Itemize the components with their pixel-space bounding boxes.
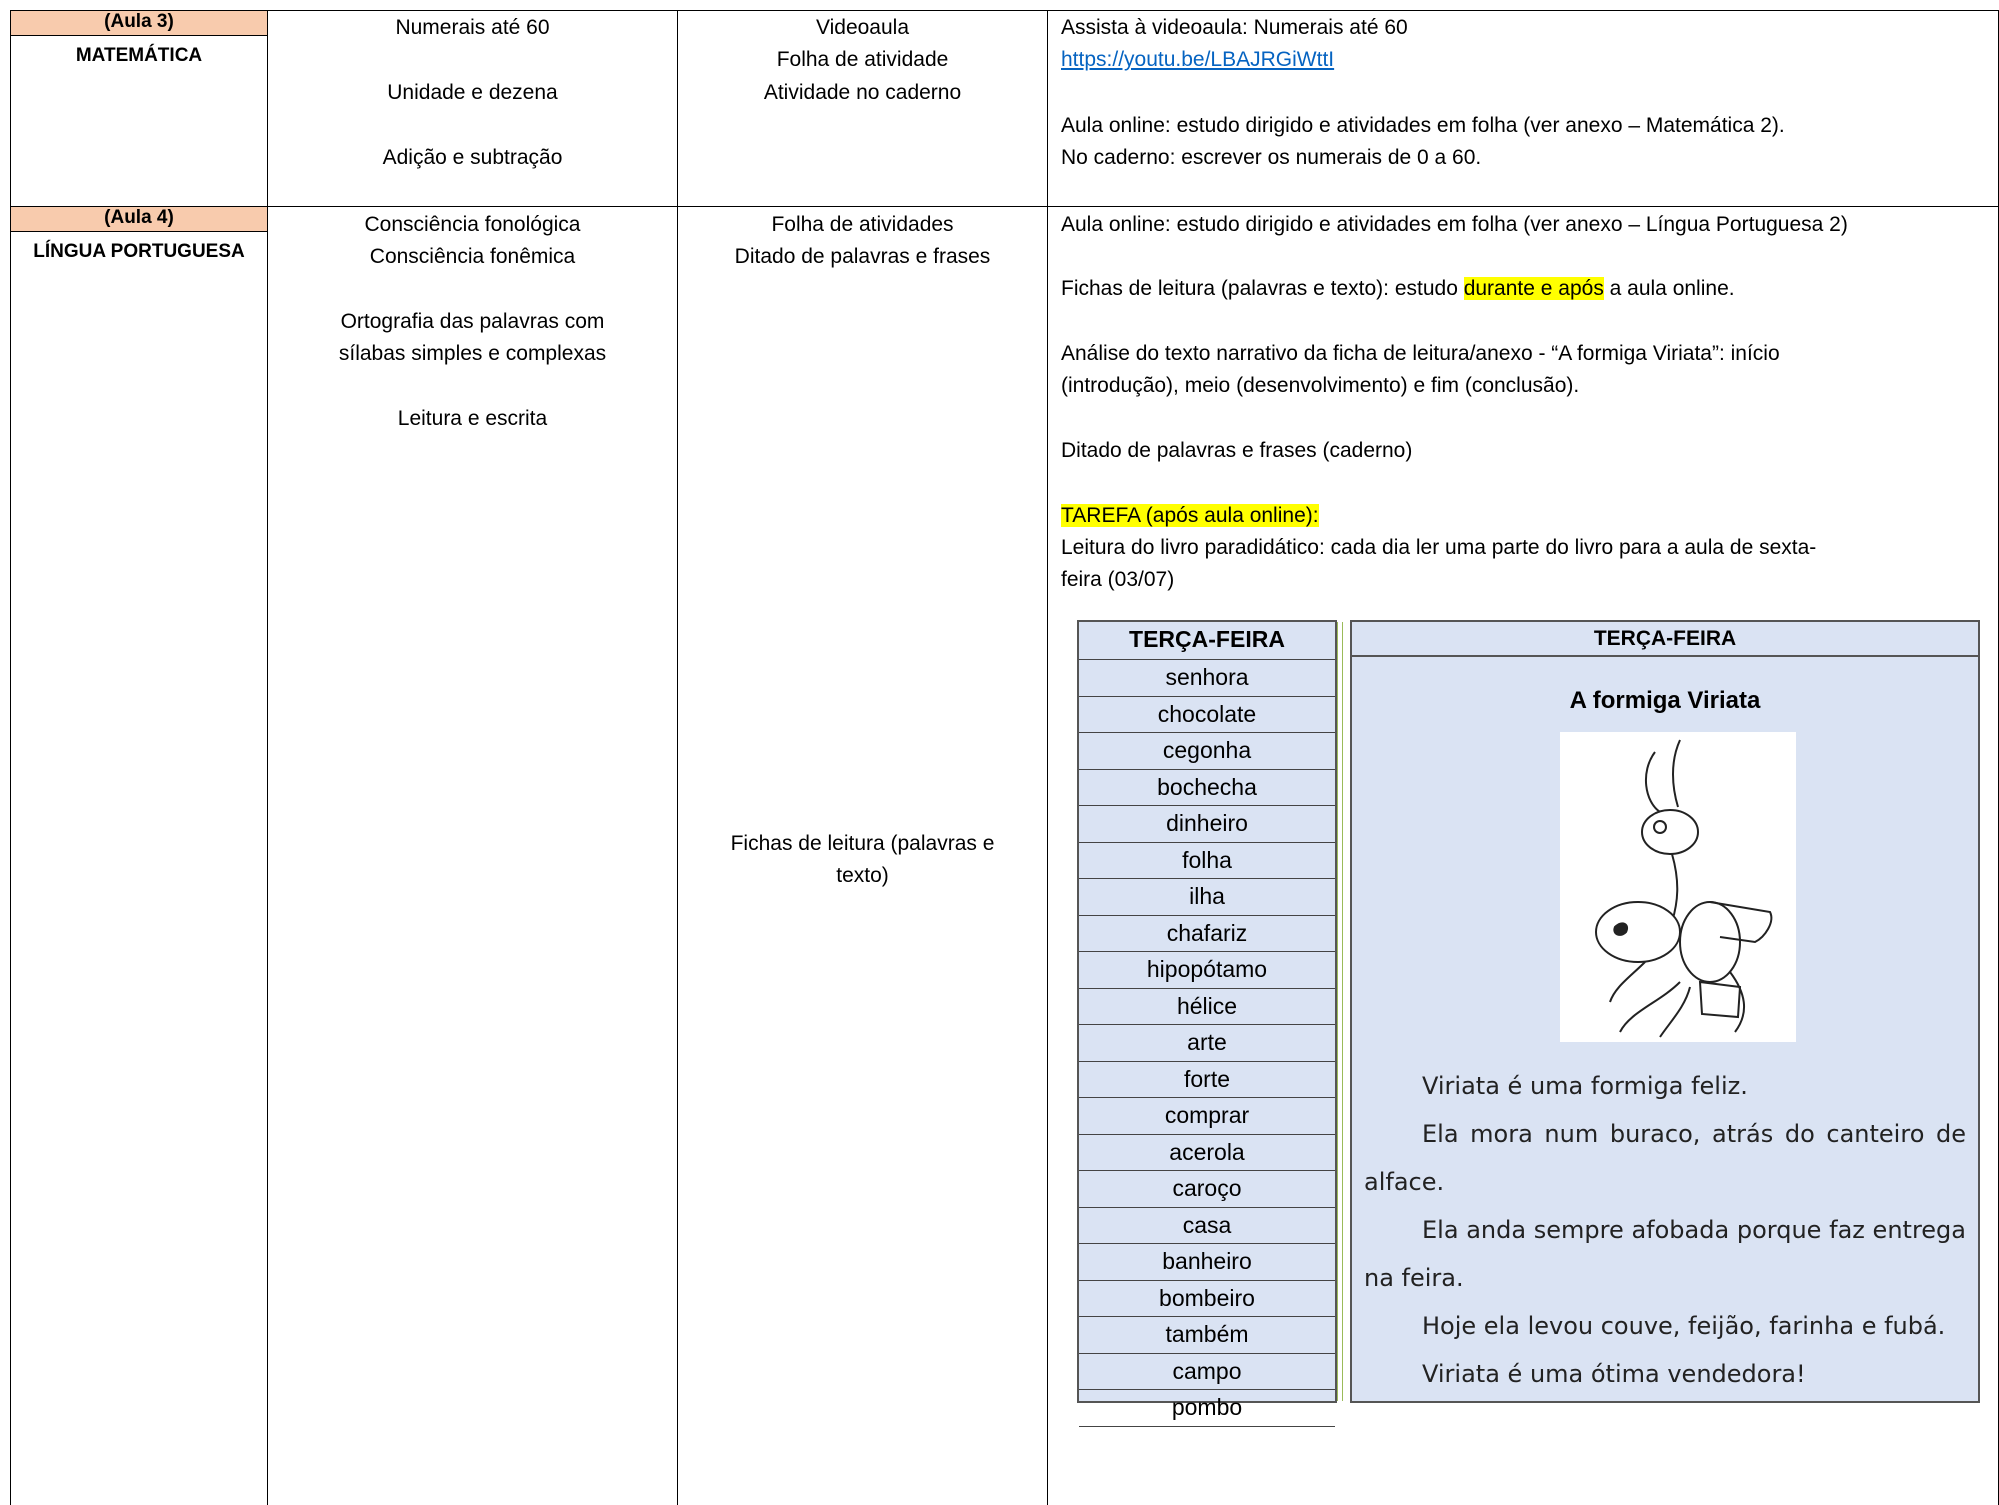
col-border-left	[10, 10, 11, 1505]
activity-text: (introdução), meio (desenvolvimento) e fim (conclusão).	[1061, 374, 1580, 397]
subject-label: MATEMÁTICA	[75, 45, 203, 66]
activity-text: Análise do texto narrativo da ficha de leitura/anexo - “A formiga Viriata”: início	[1061, 342, 1780, 365]
aula-label: (Aula 3)	[11, 11, 267, 36]
word-item: caroço	[1079, 1171, 1335, 1208]
word-item: chafariz	[1079, 916, 1335, 953]
word-list-sheet	[1077, 620, 1337, 1420]
word-list-header: TERÇA-FEIRA	[1079, 622, 1335, 660]
ant-drawing	[1560, 732, 1796, 1042]
content-item: Consciência fonêmica	[369, 245, 576, 268]
story-paragraph: Ela anda sempre afobada porque faz entrega na feira.	[1364, 1216, 1966, 1292]
word-item: também	[1079, 1317, 1335, 1354]
word-item: comprar	[1079, 1098, 1335, 1135]
activity-text: No caderno: escrever os numerais de 0 a 60.	[1061, 146, 1482, 169]
word-item: pombo	[1079, 1390, 1335, 1427]
word-item: ilha	[1079, 879, 1335, 916]
word-item: campo	[1079, 1354, 1335, 1391]
highlighted-text: durante e após	[1463, 277, 1604, 300]
tarefa-label: TAREFA (após aula online):	[1061, 504, 1319, 527]
story-title: A formiga Viriata	[1569, 687, 1761, 714]
story-paragraph: Viriata é uma formiga feliz.	[1422, 1072, 1748, 1100]
sheet-edge	[1337, 622, 1343, 1401]
video-link[interactable]: https://youtu.be/LBAJRGiWttI	[1061, 48, 1335, 71]
activity-text: Aula online: estudo dirigido e atividades em folha (ver anexo – Língua Portuguesa 2)	[1061, 213, 1848, 236]
word-list	[1079, 660, 1335, 1427]
activity-text: Ditado de palavras e frases (caderno)	[1061, 439, 1413, 462]
story-sheet-header: TERÇA-FEIRA	[1352, 622, 1978, 657]
content-item: Leitura e escrita	[397, 407, 548, 430]
story-paragraph: Hoje ela levou couve, feijão, farinha e fubá.	[1422, 1312, 1946, 1340]
story-sheet	[1350, 620, 1980, 1403]
word-item: senhora	[1079, 660, 1335, 697]
aula-label: (Aula 4)	[11, 207, 267, 232]
col-divider-3	[1047, 10, 1048, 1505]
word-item: cegonha	[1079, 733, 1335, 770]
ant-illustration	[1560, 732, 1796, 1042]
word-item: chocolate	[1079, 697, 1335, 734]
resource-item: Ditado de palavras e frases	[734, 245, 991, 268]
word-item: hélice	[1079, 989, 1335, 1026]
resource-item: Folha de atividade	[776, 48, 949, 71]
content-item: Unidade e dezena	[387, 81, 558, 104]
resource-item: Videoaula	[815, 16, 910, 39]
activity-text: Aula online: estudo dirigido e atividades em folha (ver anexo – Matemática 2).	[1061, 114, 1785, 137]
content-item: Ortografia das palavras com	[340, 310, 605, 333]
word-item: casa	[1079, 1208, 1335, 1245]
word-item: banheiro	[1079, 1244, 1335, 1281]
word-item: hipopótamo	[1079, 952, 1335, 989]
table-top-border	[10, 10, 1998, 11]
word-item: bombeiro	[1079, 1281, 1335, 1318]
word-item: folha	[1079, 843, 1335, 880]
resource-item: texto)	[836, 864, 889, 887]
subject-label: LÍNGUA PORTUGUESA	[33, 241, 245, 262]
content-item: Consciência fonológica	[364, 213, 581, 236]
word-item: bochecha	[1079, 770, 1335, 807]
word-item: arte	[1079, 1025, 1335, 1062]
word-item: forte	[1079, 1062, 1335, 1099]
content-item: sílabas simples e complexas	[338, 342, 607, 365]
story-paragraph: Viriata é uma ótima vendedora!	[1422, 1360, 1806, 1388]
content-item: Numerais até 60	[395, 16, 550, 39]
resource-item: Atividade no caderno	[763, 81, 962, 104]
activity-text: Assista à videoaula: Numerais até 60	[1061, 16, 1408, 39]
word-item: acerola	[1079, 1135, 1335, 1172]
word-item: dinheiro	[1079, 806, 1335, 843]
resource-item: Folha de atividades	[771, 213, 954, 236]
content-item: Adição e subtração	[382, 146, 563, 169]
activity-text: feira (03/07)	[1061, 568, 1175, 591]
story-text	[1364, 1062, 1966, 1398]
resource-item: Fichas de leitura (palavras e	[730, 832, 995, 855]
row-divider	[10, 206, 1998, 207]
story-paragraph: Ela mora num buraco, atrás do canteiro de alface.	[1364, 1120, 1966, 1196]
activity-text: Leitura do livro paradidático: cada dia ler uma parte do livro para a aula de sexta-	[1061, 536, 1817, 559]
activity-text: Fichas de leitura (palavras e texto): estudo durante e após a aula online.	[1061, 277, 1735, 300]
